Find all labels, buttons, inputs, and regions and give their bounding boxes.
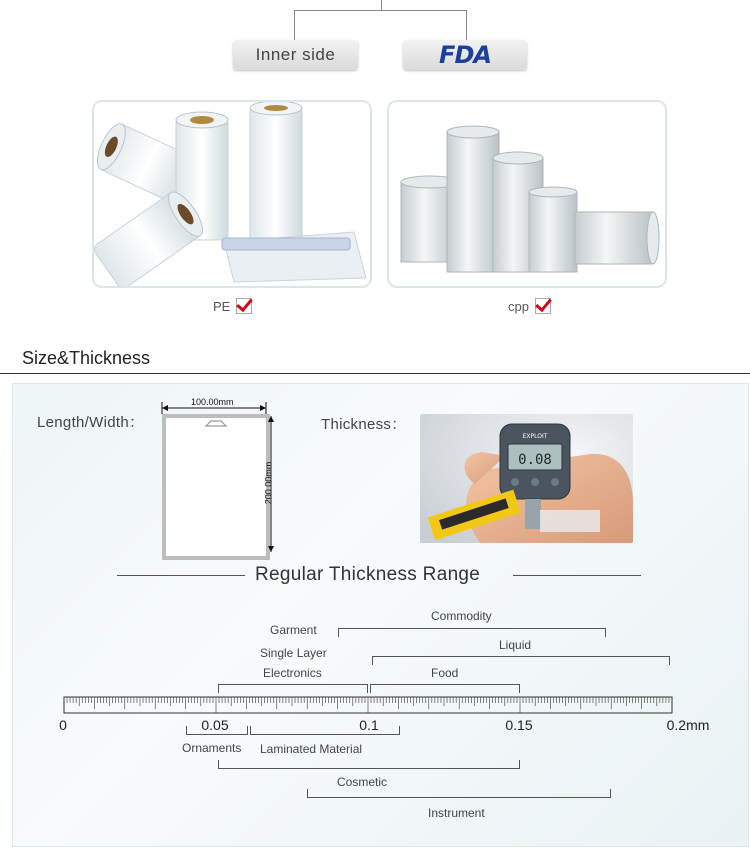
axis-label-0-15: 0.15	[505, 717, 533, 733]
range-label-single-layer: Single Layer	[260, 646, 327, 660]
axis-label-0-1: 0.1	[359, 717, 379, 733]
range-bracket-cosmetic	[218, 760, 520, 769]
gauge-brand: EXPLOIT	[522, 433, 548, 440]
range-label-garment: Garment	[270, 623, 317, 637]
fda-logo: FDA	[439, 41, 491, 69]
tree-connector	[466, 10, 467, 40]
cpp-film-label	[508, 298, 551, 314]
tree-connector	[294, 10, 466, 11]
hang-hole-icon	[166, 418, 266, 556]
pe-film-photo	[92, 100, 372, 288]
width-dimension: 100.00mm	[191, 397, 234, 407]
range-label-liquid: Liquid	[499, 638, 532, 652]
inner-side-pill	[233, 40, 358, 70]
chart-title-rule-left	[117, 575, 245, 576]
range-bracket-food	[370, 684, 520, 693]
range-label-commodity: Commodity	[431, 609, 492, 623]
range-bracket-electronics	[218, 684, 368, 693]
gauge-reading: 0.08	[518, 452, 552, 468]
tree-connector	[294, 10, 295, 40]
heading-divider	[0, 373, 750, 374]
size-thickness-heading: Size&Thickness	[22, 348, 151, 368]
pe-film-label	[213, 298, 252, 314]
fda-pill	[403, 40, 527, 70]
range-bracket-laminated	[250, 726, 400, 735]
pe-rolls-image	[94, 102, 370, 286]
thickness-ruler	[60, 695, 680, 717]
cpp-film-name: cpp	[508, 298, 529, 314]
length-width-label: Length/Width：	[37, 414, 145, 431]
bag-outline	[162, 414, 270, 560]
range-label-laminated: Laminated Material	[260, 742, 363, 756]
thickness-label: Thickness：	[321, 416, 407, 433]
pe-film-name: PE	[213, 298, 231, 314]
axis-label-0-2mm: 0.2mm	[666, 717, 710, 733]
chart-title-rule-right	[513, 575, 641, 576]
range-label-food: Food	[431, 666, 459, 680]
range-label-ornaments: Ornaments	[182, 741, 242, 755]
range-bracket-instrument	[307, 789, 611, 798]
range-bracket-ornaments	[186, 726, 248, 735]
ruler-ticks	[64, 697, 672, 713]
tree-connector	[381, 0, 382, 10]
cpp-check-icon	[535, 298, 551, 314]
range-label-cosmetic: Cosmetic	[337, 775, 388, 789]
pe-check-icon	[236, 298, 252, 314]
chart-title: Regular Thickness Range	[255, 564, 481, 585]
range-bracket-liquid	[372, 656, 670, 665]
thickness-gauge-photo	[420, 414, 633, 543]
range-label-instrument: Instrument	[428, 806, 485, 820]
materials-section	[0, 0, 750, 330]
inner-side-label: Inner side	[255, 45, 336, 64]
cpp-film-photo	[387, 100, 667, 288]
width-arrow	[160, 402, 268, 414]
range-bracket-commodity	[338, 628, 606, 637]
axis-label-0: 0	[59, 717, 67, 733]
height-dimension: 200.00mm	[263, 461, 274, 505]
cpp-rolls-image	[389, 102, 665, 286]
range-label-electronics: Electronics	[263, 666, 322, 680]
axis-label-0-05: 0.05	[201, 717, 229, 733]
thickness-gauge-image	[420, 414, 633, 543]
